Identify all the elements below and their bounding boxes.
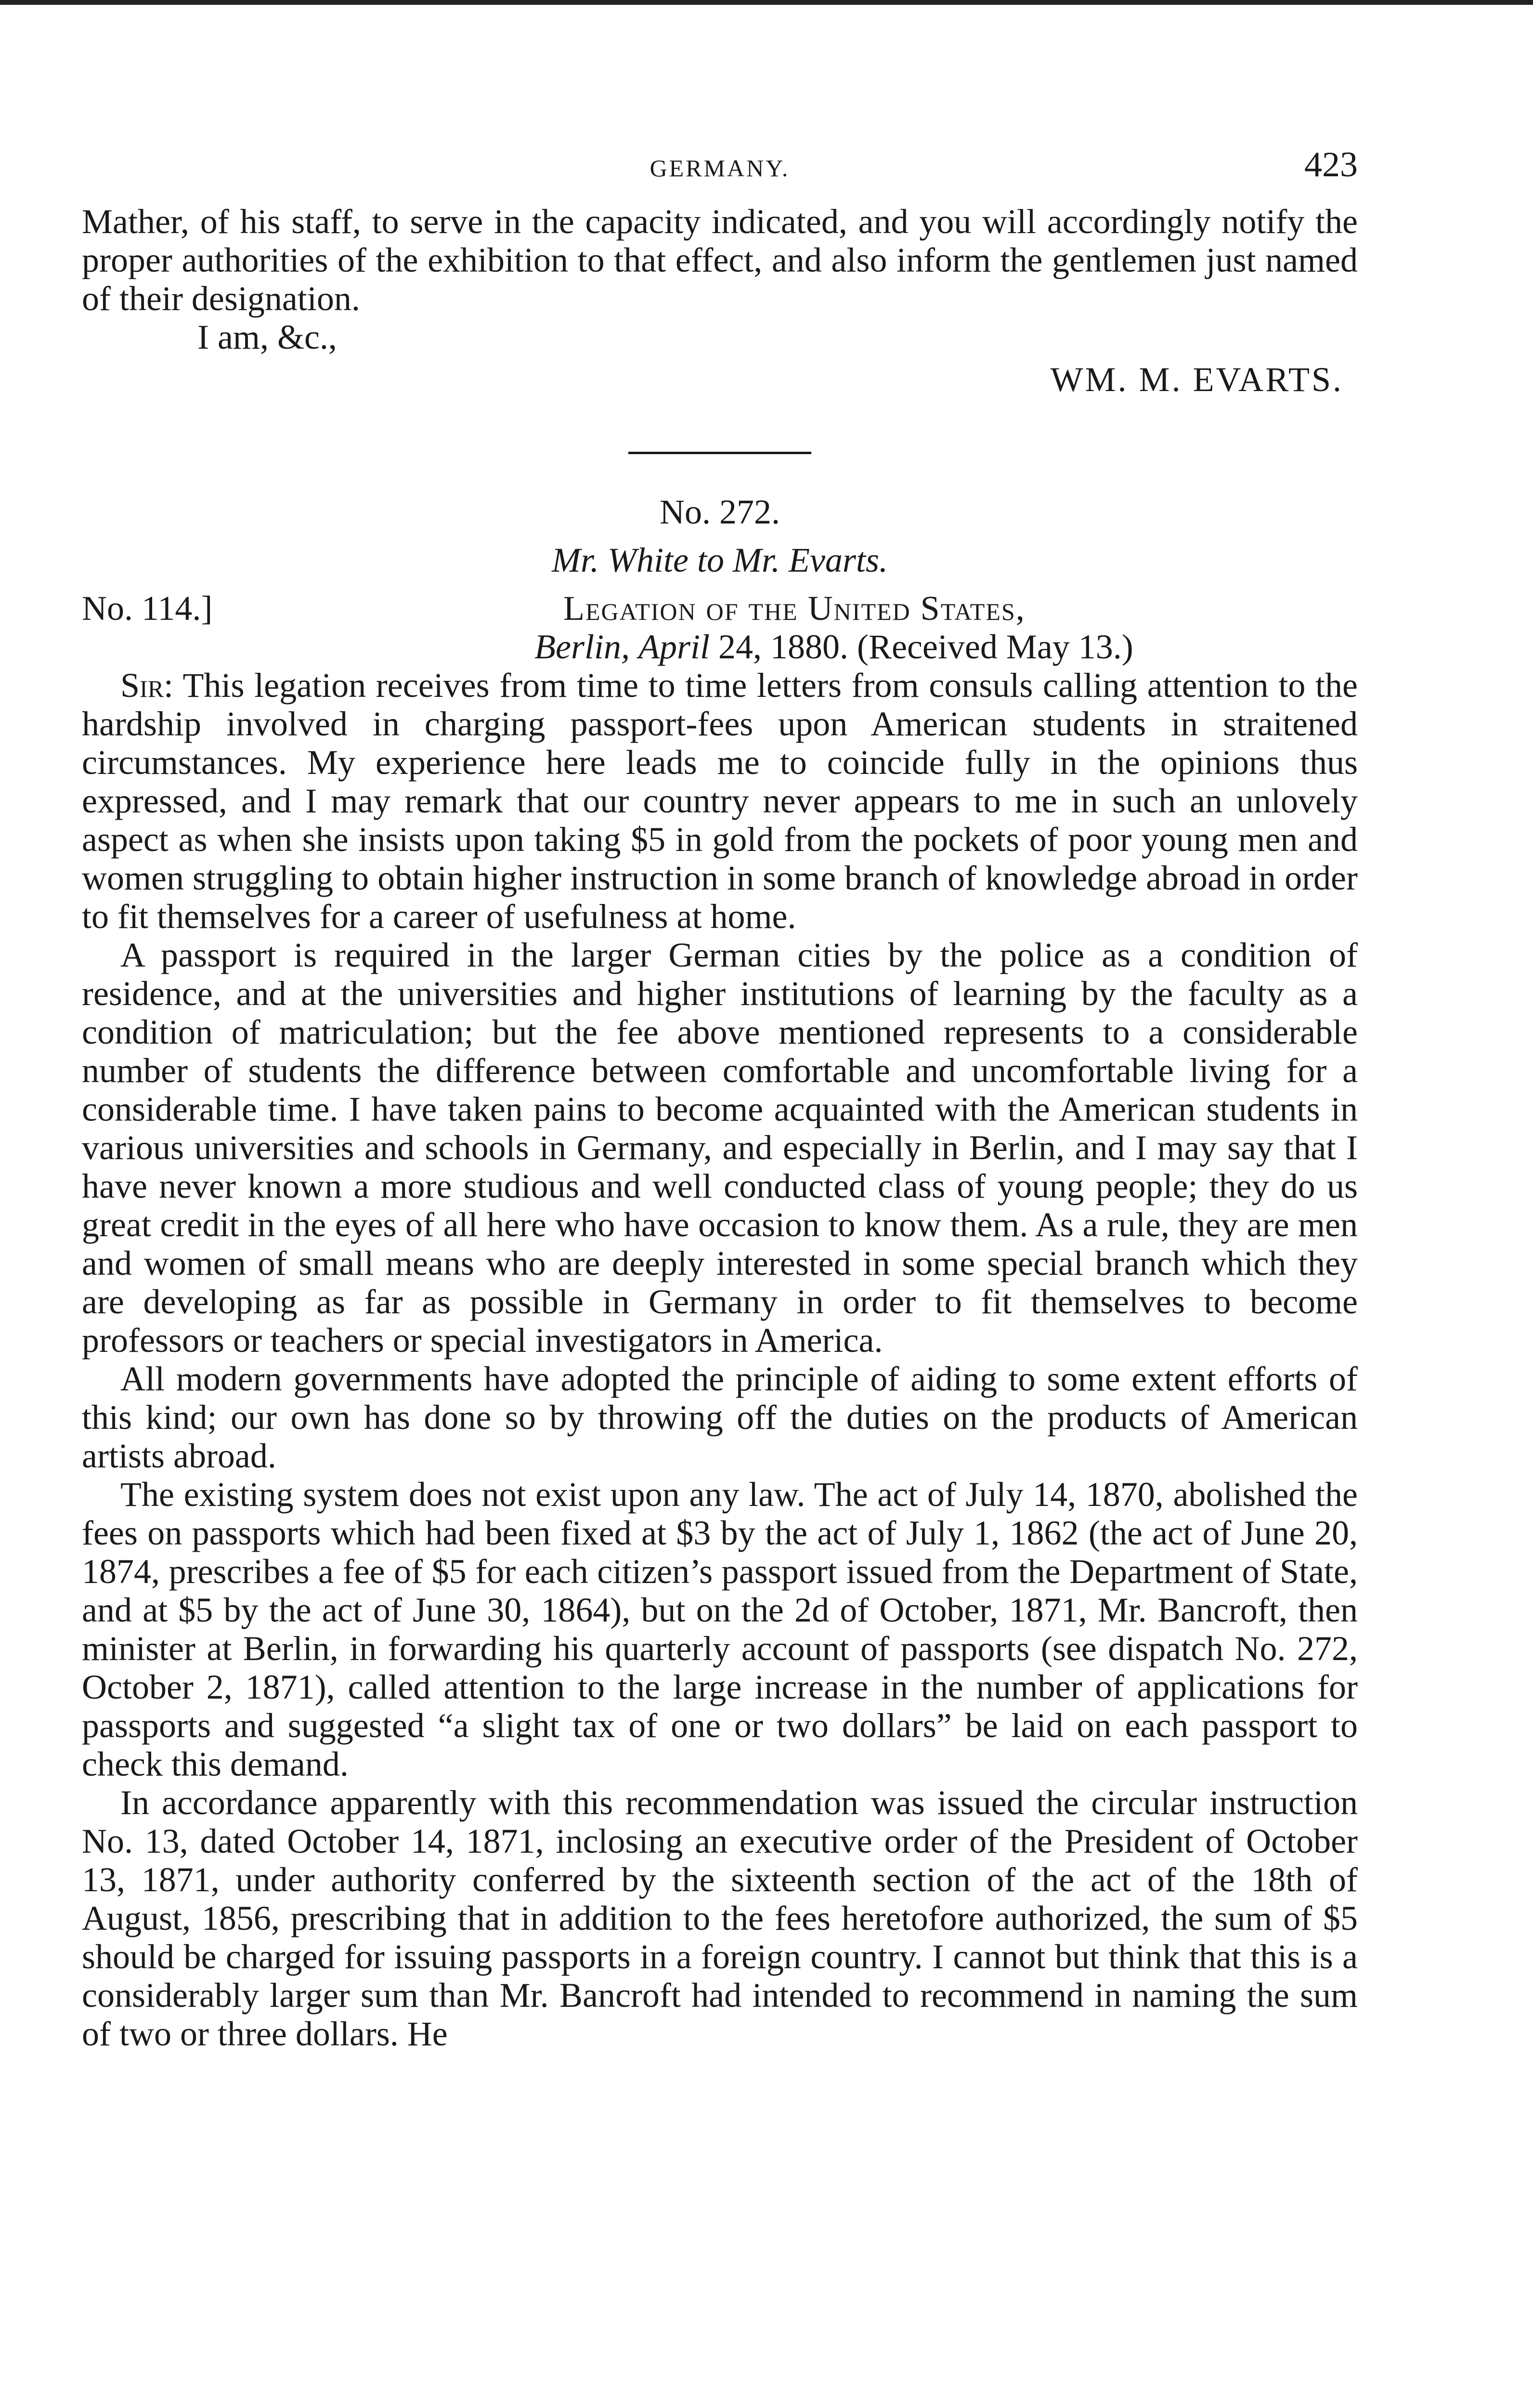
place-and-date	[534, 628, 1133, 666]
date-rest: 24, 1880.	[718, 628, 848, 666]
body-paragraph-5: In accordance apparently with this recommendation was issued the circular instruction No. 13, dated October 14, 1871, inclosing an executive order of the President of October 13, 1871, under authority conferred by the sixteenth section of the act of the 18th of August, 1856, prescribing that in addition to the fees heretofore authorized, the sum of $5 should be charged for issuing passports in a foreign country. I cannot but think that this is a considerably larger sum than Mr. Bancroft had intended to recommend in naming the sum of two or three dollars. He	[82, 1783, 1358, 2053]
page-top-edge	[0, 0, 1533, 5]
section-divider	[628, 452, 811, 454]
body-paragraph-3: All modern governments have adopted the principle of aiding to some extent efforts of this kind; our own has done so by throwing off the duties on the products of American artists abroad.	[82, 1360, 1358, 1475]
document-page	[82, 144, 1358, 2053]
salutation: Sir	[120, 666, 164, 705]
received-date: (Received May 13.)	[857, 628, 1133, 666]
body-paragraph-4: The existing system does not exist upon any law. The act of July 14, 1870, abolished the fees on passports which had been fixed at $3 by the act of July 1, 1862 (the act of June 20, 1874, prescribes a fee of $5 for each citizen’s passport issued from the Department of State, and at $5 by the act of June 30, 1864), but on the 2d of October, 1871, Mr. Bancroft, then minister at Berlin, in forwarding his quarterly account of passports (see dispatch No. 272, October 2, 1871), called attention to the large increase in the number of applications for passports and suggested “a slight tax of one or two dollars” be laid on each passport to check this demand.	[82, 1475, 1358, 1783]
date-month: April	[638, 628, 710, 666]
running-title: GERMANY.	[650, 155, 790, 182]
body-paragraph-2: A passport is required in the larger German cities by the police as a condition of residence, and at the universities and higher institutions of learning by the faculty as a condition of matriculation; but the fee above mentioned represents to a considerable number of students the difference between comfortable and uncomfortable living for a considerable time. I have taken pains to become acquainted with the American students in various universities and schools in Germany, and especially in Berlin, and I may say that I have never known a more studious and well conducted class of young people; they do us great credit in the eyes of all here who have occasion to know them. As a rule, they are men and women of small means who are deeply interested in some special branch which they are developing as far as possible in Germany in order to fit themselves to become professors or teachers or special investigators in America.	[82, 936, 1358, 1360]
paragraph-1-text: : This legation receives from time to time letters from consuls calling attention to the hardship involved in charging passport-fees upon American students in straitened circumstances. My experience here leads me to coincide fully in the opinions thus expressed, and I may remark that our country never appears to me in such an unlovely aspect as when she insists upon taking $5 in gold from the pockets of poor young men and women struggling to obtain higher instruction in some branch of knowledge abroad in order to fit themselves for a career of usefulness at home.	[82, 666, 1358, 936]
running-header	[82, 144, 1358, 202]
dateline	[82, 584, 1358, 666]
legation-name: Legation of the United States,	[563, 589, 1026, 628]
dispatch-number: No. 114.]	[82, 589, 213, 628]
document-heading: Mr. White to Mr. Evarts.	[552, 541, 888, 579]
place: Berlin,	[534, 628, 630, 666]
letter-closing: I am, &c.,	[197, 318, 337, 356]
page-number: 423	[1304, 145, 1358, 184]
continued-paragraph: Mather, of his staff, to serve in the capacity indicated, and you will accordingly notify the proper authorities of the exhibition to that effect, and also inform the gentlemen just named of their designation.	[82, 202, 1358, 318]
signature: WM. M. EVARTS.	[1050, 360, 1343, 399]
document-number: No. 272.	[660, 493, 780, 531]
body-paragraph-1	[82, 666, 1358, 936]
